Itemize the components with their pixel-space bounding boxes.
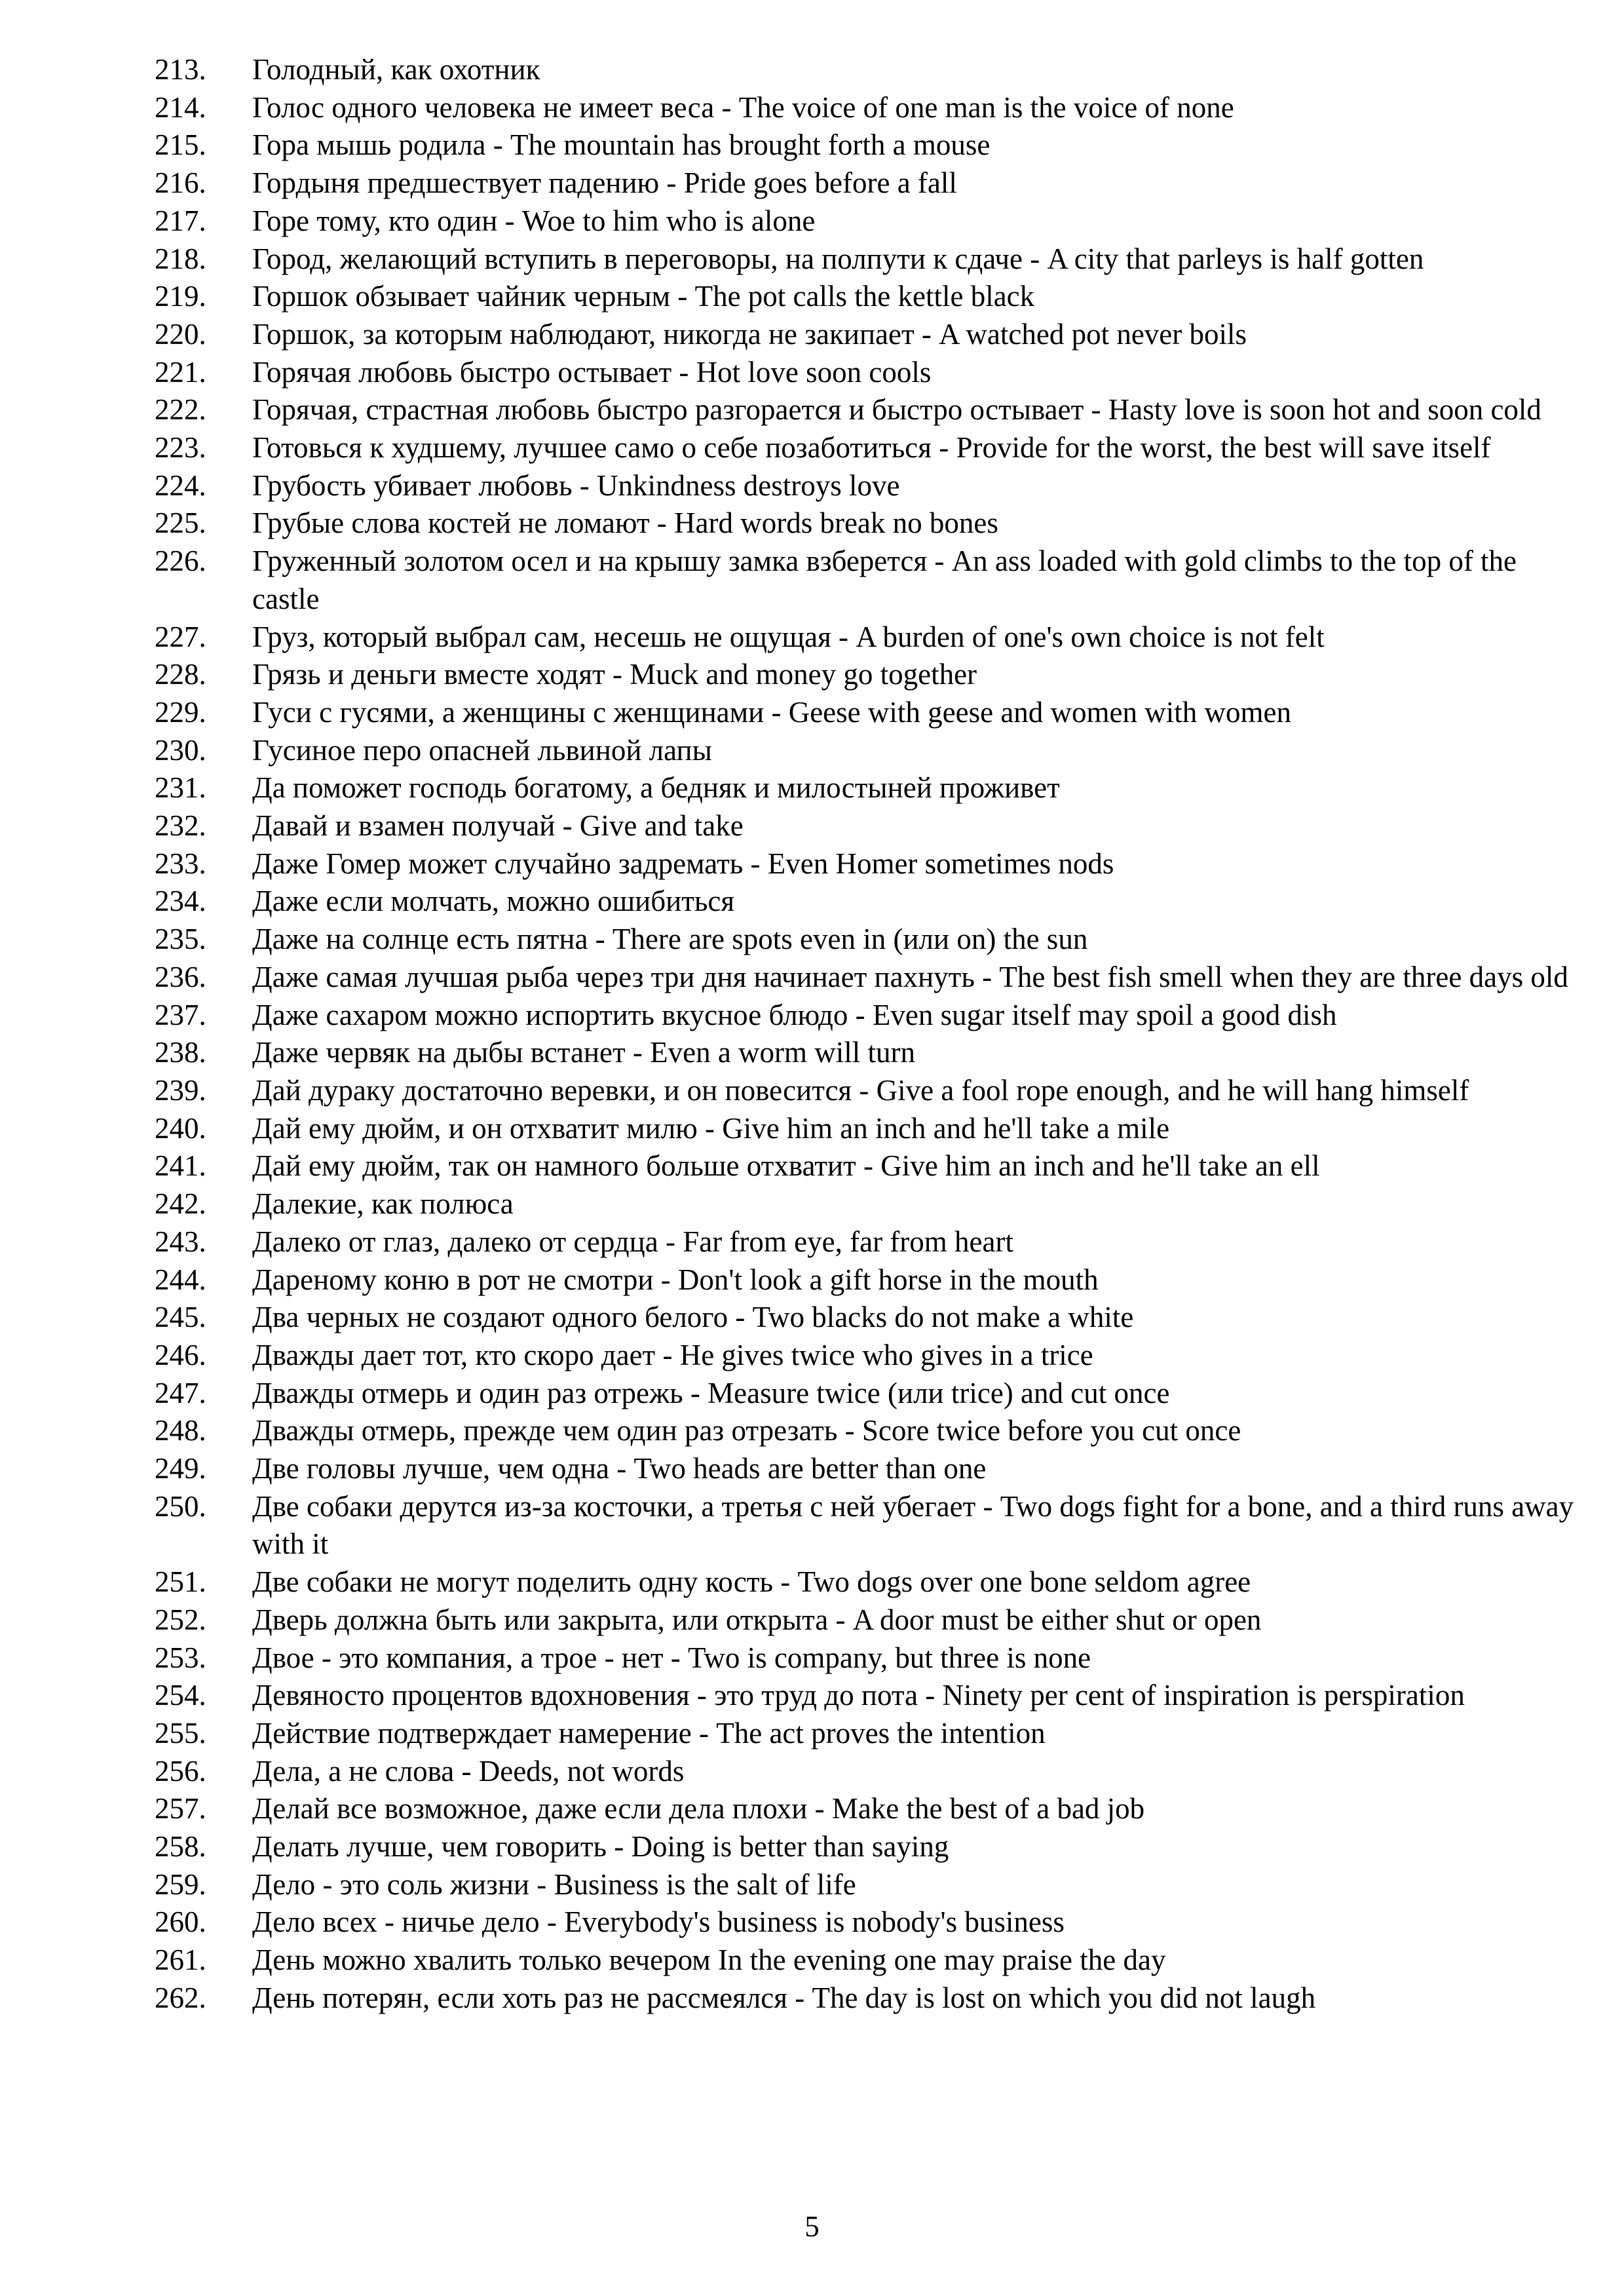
entry-text: Две собаки не могут поделить одну кость - Two dogs over one bone seldom agree xyxy=(252,1565,1251,1599)
proverb-entry xyxy=(104,1677,1584,1715)
entry-text: Далеко от глаз, далеко от сердца - Far from eye, far from heart xyxy=(252,1225,1013,1258)
proverb-entry xyxy=(104,694,1584,732)
entry-text: Гордыня предшествует падению - Pride goes before a fall xyxy=(252,166,957,200)
entry-number: 250. xyxy=(155,1489,206,1523)
entry-number: 235. xyxy=(155,923,206,956)
proverb-entry xyxy=(104,1601,1584,1639)
entry-text: Да поможет господь богатому, а бедняк и милостыней проживет xyxy=(252,771,1060,805)
proverb-entry xyxy=(104,1828,1584,1866)
entry-number: 247. xyxy=(155,1376,206,1409)
proverb-entry xyxy=(104,1412,1584,1450)
proverb-entry xyxy=(104,126,1584,164)
entry-number: 237. xyxy=(155,998,206,1031)
proverb-entry xyxy=(104,997,1584,1035)
entry-number: 252. xyxy=(155,1603,206,1636)
entry-number: 240. xyxy=(155,1111,206,1145)
proverb-entry xyxy=(104,202,1584,240)
entry-number: 225. xyxy=(155,507,206,540)
entry-text: Две головы лучше, чем одна - Two heads are better than one xyxy=(252,1452,987,1485)
proverb-entry xyxy=(104,1299,1584,1337)
entry-number: 236. xyxy=(155,960,206,993)
entry-text: Грубость убивает любовь - Unkindness destroys love xyxy=(252,469,900,502)
entry-text: Горшок, за которым наблюдают, никогда не закипает - A watched pot never boils xyxy=(252,317,1247,351)
page-number: 5 xyxy=(804,2210,820,2243)
entry-number: 233. xyxy=(155,847,206,880)
entry-text: Даже на солнце есть пятна - There are spots even in (или on) the sun xyxy=(252,923,1088,956)
proverb-entry xyxy=(104,1147,1584,1185)
proverb-entry xyxy=(104,883,1584,921)
entry-number: 227. xyxy=(155,620,206,653)
entry-text: Дай ему дюйм, так он намного больше отхватит - Give him an inch and he'll take an ell xyxy=(252,1149,1320,1183)
proverb-entry xyxy=(104,505,1584,543)
proverb-entry xyxy=(104,1072,1584,1110)
entry-number: 231. xyxy=(155,771,206,805)
entry-number: 213. xyxy=(155,53,206,86)
proverb-entry xyxy=(104,1790,1584,1828)
entry-text: Двое - это компания, а трое - нет - Two is company, but three is none xyxy=(252,1641,1091,1674)
entry-text: Горе тому, кто один - Woe to him who is alone xyxy=(252,204,816,237)
entry-text: Даже сахаром можно испортить вкусное блюдо - Even sugar itself may spoil a good dish xyxy=(252,998,1337,1031)
entry-number: 230. xyxy=(155,733,206,767)
entry-number: 214. xyxy=(155,90,206,124)
proverb-entry xyxy=(104,732,1584,770)
proverb-entry xyxy=(104,278,1584,316)
proverb-entry xyxy=(104,164,1584,202)
entry-number: 253. xyxy=(155,1641,206,1674)
proverb-entry xyxy=(104,467,1584,505)
entry-text: День можно хвалить только вечером In the evening one may praise the day xyxy=(252,1943,1166,1977)
entry-number: 242. xyxy=(155,1187,206,1221)
entry-number: 218. xyxy=(155,242,206,275)
proverb-entry xyxy=(104,1110,1584,1148)
proverb-entry xyxy=(104,959,1584,997)
entry-text: Готовься к худшему, лучшее само о себе позаботиться - Provide for the worst, the best will save itself xyxy=(252,431,1491,465)
entry-text: Далекие, как полюса xyxy=(252,1187,514,1221)
entry-text: Груз, который выбрал сам, несешь не ощущая - A burden of one's own choice is not felt xyxy=(252,620,1325,653)
proverb-entry xyxy=(104,354,1584,392)
entry-number: 234. xyxy=(155,885,206,918)
entry-text: Гусиное перо опасней львиной лапы xyxy=(252,733,712,767)
entry-text: Действие подтверждает намерение - The act proves the intention xyxy=(252,1716,1046,1750)
entry-number: 224. xyxy=(155,469,206,502)
entry-number: 219. xyxy=(155,280,206,313)
entry-number: 241. xyxy=(155,1149,206,1183)
proverb-entry xyxy=(104,1715,1584,1753)
entry-text: Дареному коню в рот не смотри - Don't look a gift horse in the mouth xyxy=(252,1263,1099,1296)
entry-number: 258. xyxy=(155,1830,206,1864)
entry-text: Даже если молчать, можно ошибиться xyxy=(252,885,735,918)
proverb-entry xyxy=(104,1337,1584,1375)
entry-number: 254. xyxy=(155,1679,206,1712)
entry-number: 249. xyxy=(155,1452,206,1485)
entry-number: 220. xyxy=(155,317,206,351)
entry-text: Город, желающий вступить в переговоры, на полпути к сдаче - A city that parleys is half gotten xyxy=(252,242,1424,275)
entry-number: 257. xyxy=(155,1792,206,1826)
entry-text: Две собаки дерутся из-за косточки, а третья с ней убегает - Two dogs fight for a bone, and a third runs away with it xyxy=(252,1489,1574,1561)
entry-text: Делать лучше, чем говорить - Doing is better than saying xyxy=(252,1830,949,1864)
entry-number: 228. xyxy=(155,658,206,691)
proverb-entry xyxy=(104,1942,1584,1980)
entry-number: 261. xyxy=(155,1943,206,1977)
entry-number: 262. xyxy=(155,1981,206,2014)
entry-number: 229. xyxy=(155,695,206,729)
proverb-entry xyxy=(104,1488,1584,1563)
entry-number: 256. xyxy=(155,1754,206,1788)
proverb-entry xyxy=(104,845,1584,883)
proverb-entry xyxy=(104,1034,1584,1072)
proverb-entry xyxy=(104,656,1584,694)
entry-number: 238. xyxy=(155,1036,206,1069)
proverb-entry xyxy=(104,1450,1584,1488)
entry-number: 255. xyxy=(155,1716,206,1750)
entry-text: Девяносто процентов вдохновения - это труд до пота - Ninety per cent of inspiration is perspiration xyxy=(252,1679,1465,1712)
entry-text: Грязь и деньги вместе ходят - Muck and money go together xyxy=(252,658,977,691)
entry-number: 248. xyxy=(155,1414,206,1447)
entry-number: 245. xyxy=(155,1301,206,1334)
entry-text: Дай ему дюйм, и он отхватит милю - Give him an inch and he'll take a mile xyxy=(252,1111,1170,1145)
proverb-entry xyxy=(104,1753,1584,1791)
entry-text: Даже Гомер может случайно задремать - Even Homer sometimes nods xyxy=(252,847,1114,880)
entry-text: День потерян, если хоть раз не рассмеялся - The day is lost on which you did not laugh xyxy=(252,1981,1316,2014)
entry-text: Давай и взамен получай - Give and take xyxy=(252,809,744,843)
entry-text: Два черных не создают одного белого - Two blacks do not make a white xyxy=(252,1301,1134,1334)
proverb-entry xyxy=(104,1223,1584,1261)
proverb-entry xyxy=(104,807,1584,845)
entry-text: Груженный золотом осел и на крышу замка взберется - An ass loaded with gold climbs to the top of the castle xyxy=(252,545,1517,615)
entry-text: Гора мышь родила - The mountain has brought forth a mouse xyxy=(252,128,991,162)
entry-number: 251. xyxy=(155,1565,206,1599)
proverb-entry xyxy=(104,769,1584,807)
proverb-entry xyxy=(104,1375,1584,1413)
proverb-entry xyxy=(104,391,1584,429)
entry-text: Делай все возможное, даже если дела плохи - Make the best of a bad job xyxy=(252,1792,1145,1826)
entry-text: Дай дураку достаточно веревки, и он повесится - Give a fool rope enough, and he will hang himself xyxy=(252,1073,1469,1107)
proverb-entry xyxy=(104,1563,1584,1601)
entry-text: Дело всех - ничье дело - Everybody's business is nobody's business xyxy=(252,1905,1065,1939)
entry-text: Даже самая лучшая рыба через три дня начинает пахнуть - The best fish smell when they are three days old xyxy=(252,960,1568,993)
entry-text: Даже червяк на дыбы встанет - Even a worm will turn xyxy=(252,1036,916,1069)
proverb-list xyxy=(104,51,1584,2018)
entry-text: Гуси с гусями, а женщины с женщинами - Geese with geese and women with women xyxy=(252,695,1291,729)
entry-text: Дважды дает тот, кто скоро дает - He gives twice who gives in a trice xyxy=(252,1338,1093,1371)
proverb-entry xyxy=(104,51,1584,89)
entry-number: 260. xyxy=(155,1905,206,1939)
proverb-entry xyxy=(104,429,1584,467)
entry-text: Дела, а не слова - Deeds, not words xyxy=(252,1754,685,1788)
proverb-entry xyxy=(104,316,1584,354)
proverb-entry xyxy=(104,1904,1584,1942)
entry-text: Дело - это соль жизни - Business is the salt of life xyxy=(252,1867,856,1901)
entry-text: Голос одного человека не имеет веса - The voice of one man is the voice of none xyxy=(252,90,1234,124)
entry-number: 232. xyxy=(155,809,206,843)
proverb-entry xyxy=(104,619,1584,657)
entry-number: 215. xyxy=(155,128,206,162)
proverb-entry xyxy=(104,240,1584,278)
proverb-entry xyxy=(104,89,1584,127)
proverb-entry xyxy=(104,1639,1584,1677)
entry-number: 223. xyxy=(155,431,206,465)
entry-text: Дверь должна быть или закрыта, или открыта - A door must be either shut or open xyxy=(252,1603,1262,1636)
entry-number: 244. xyxy=(155,1263,206,1296)
entry-text: Горячая любовь быстро остывает - Hot love soon cools xyxy=(252,355,932,389)
entry-text: Дважды отмерь, прежде чем один раз отрезать - Score twice before you cut once xyxy=(252,1414,1241,1447)
proverb-entry xyxy=(104,1980,1584,2018)
entry-number: 226. xyxy=(155,545,206,578)
entry-text: Голодный, как охотник xyxy=(252,53,540,86)
proverb-entry xyxy=(104,921,1584,959)
proverb-entry xyxy=(104,543,1584,618)
proverb-entry xyxy=(104,1866,1584,1904)
proverb-entry xyxy=(104,1261,1584,1299)
entry-number: 221. xyxy=(155,355,206,389)
entry-text: Дважды отмерь и один раз отрежь - Measure twice (или trice) and cut once xyxy=(252,1376,1170,1409)
entry-text: Горячая, страстная любовь быстро разгорается и быстро остывает - Hasty love is soon hot and soon cold xyxy=(252,393,1541,427)
entry-number: 259. xyxy=(155,1867,206,1901)
entry-number: 216. xyxy=(155,166,206,200)
entry-number: 239. xyxy=(155,1073,206,1107)
proverb-entry xyxy=(104,1185,1584,1223)
entry-text: Грубые слова костей не ломают - Hard words break no bones xyxy=(252,507,998,540)
entry-text: Горшок обзывает чайник черным - The pot calls the kettle black xyxy=(252,280,1035,313)
entry-number: 243. xyxy=(155,1225,206,1258)
entry-number: 246. xyxy=(155,1338,206,1371)
entry-number: 217. xyxy=(155,204,206,237)
entry-number: 222. xyxy=(155,393,206,427)
